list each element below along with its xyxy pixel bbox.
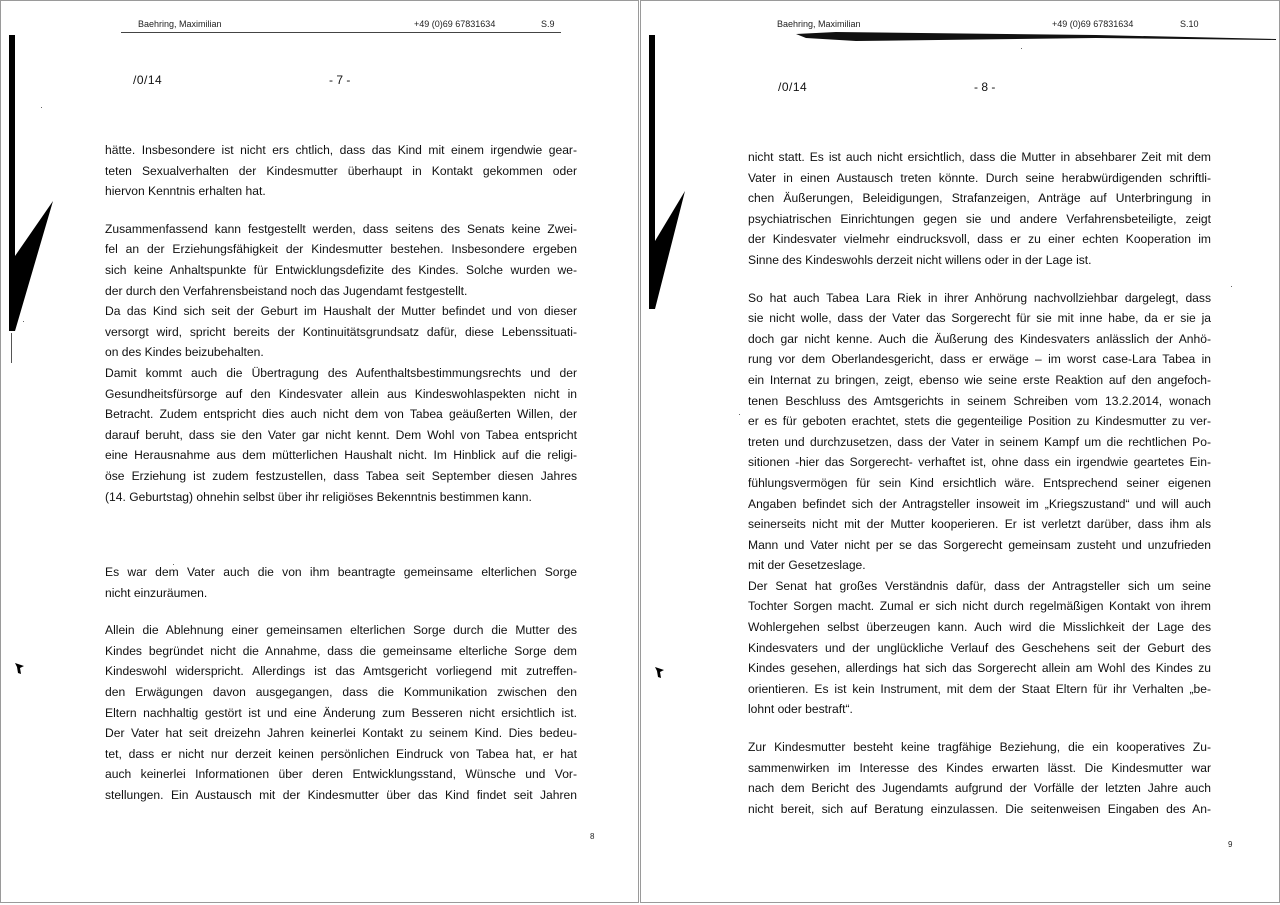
text-line: ein Internat zu bringen, zeigt, ebenso wie seine erste Reaktion auf den angefoch-: [748, 372, 1211, 387]
footer-number: 9: [1228, 840, 1233, 849]
text-line: rung vor dem Oberlandesgericht, dass er erwäge – im worst case-Lara Tabea in: [748, 352, 1211, 367]
page-number: - 8 -: [974, 80, 996, 94]
header-sheet: S.9: [541, 19, 555, 29]
header-sheet: S.10: [1180, 19, 1199, 29]
text-line: sich keine Anhaltspunkte für Entwicklungsdefizite des Kindes. Solche wurden we-: [105, 262, 577, 277]
scan-speck: [23, 321, 24, 322]
text-line: Der Vater hat seit dreizehn Jahren keinerlei Kontakt zu seinem Kind. Dies bedeu-: [105, 726, 577, 741]
page-number: - 7 -: [329, 73, 351, 87]
text-line: So hat auch Tabea Lara Riek in ihrer Anhörung nachvollziehbar dargelegt, dass: [748, 290, 1211, 305]
scan-tick: [11, 333, 12, 363]
footer-number: 8: [590, 832, 595, 841]
scan-speck: [739, 414, 740, 415]
header-smudge: [796, 29, 1276, 43]
text-line: psychiatrischen Einrichtungen gegen sie und andere Verfahrensbeteiligte, zeigt: [748, 211, 1211, 226]
text-line: lohnt oder bestraft“.: [748, 702, 853, 717]
text-line: seinerseits nicht mit der Mutter kooperieren. Er ist verletzt darüber, dass ihm als: [748, 517, 1211, 532]
text-line: doch gar nicht kenne. Auch die Äußerung des Kindesvaters anlässlich der Anhö-: [748, 331, 1211, 346]
scan-edge-triangle: [649, 181, 685, 311]
text-line: treten und durchzusetzen, dass der Vater in seinem Kampf um die rechtlichen Po-: [748, 434, 1211, 449]
text-line: öse Erziehung ist zudem festzustellen, dass Tabea seit September diesen Jahres: [105, 468, 577, 483]
text-line: auch keinerlei Informationen über deren Entwicklungsstand, Wünsche und Vor-: [105, 767, 577, 782]
text-line: Tochter Sorgen macht. Zumal er sich nicht durch regelmäßigen Kontakt von ihrem: [748, 599, 1211, 614]
text-line: Kindeswohl widerspricht. Allerdings ist das Amtsgericht vorliegend mit zutreffen-: [105, 664, 577, 679]
text-line: Kindesvaters und der unglückliche Verlauf des Geschehens seit der Geburt des: [748, 640, 1211, 655]
scan-speck: [1231, 286, 1232, 287]
text-line: Sinne des Kindeswohls derzeit nicht willens oder in der Lage ist.: [748, 252, 1092, 267]
text-line: fühlungsvermögen für sein Kind ersichtlich wäre. Entsprechend seiner eigenen: [748, 475, 1211, 490]
text-line: orientieren. Es ist kein Instrument, mit dem der Staat Eltern für ihr Verhalten „be-: [748, 681, 1211, 696]
punch-mark: [15, 663, 25, 675]
text-line: Angaben befindet sich der Antragsteller insoweit im „Kriegszustand“ und will auch: [748, 496, 1211, 511]
text-line: sitionen -hier das Sorgerecht- verhaftet ist, ohne dass ein irgendwie geartetes Ein-: [748, 455, 1211, 470]
punch-mark: [655, 667, 665, 679]
text-line: tet, dass er nicht nur derzeit keinen persönlichen Eindruck von Tabea hat, er hat: [105, 746, 577, 761]
text-line: Zur Kindesmutter besteht keine tragfähige Beziehung, die ein kooperatives Zu-: [748, 740, 1211, 755]
page-body-text: [748, 147, 1211, 819]
text-line: stellungen. Ein Austausch mit der Kindesmutter über das Kind findet seit Jahren: [105, 788, 577, 803]
text-line: hätte. Insbesondere ist nicht ers chtlich, dass das Kind mit einem irgendwie gear-: [105, 143, 577, 157]
header-phone: +49 (0)69 67831634: [414, 19, 496, 29]
text-line: Wohlergehen selbst überzeugen kann. Auch wird die Misslichkeit der Lage des: [748, 620, 1211, 635]
text-line: Damit kommt auch die Übertragung des Aufenthaltsbestimmungsrechts und der: [105, 365, 577, 380]
header-rule: [121, 32, 561, 33]
case-reference: /0/14: [778, 80, 808, 94]
text-line: Allein die Ablehnung einer gemeinsamen elterlichen Sorge durch die Mutter des: [105, 623, 577, 638]
text-line: (14. Geburtstag) ohnehin selbst über ihr religiöses Bekenntnis bestimmen kann.: [105, 489, 532, 504]
text-line: teten Sexualverhalten der Kindesmutter überhaupt in Kontakt gekommen oder: [105, 163, 577, 178]
header-name: Baehring, Maximilian: [138, 19, 222, 29]
text-line: darauf beruht, dass sie den Vater gar nicht kennt. Dem Wohl von Tabea entspricht: [105, 427, 577, 442]
text-line: den Erwägungen davon ausgegangen, dass die Kommunikation zwischen den: [105, 685, 577, 700]
text-line: versorgt wird, spricht bereits der Kontinuitätsgrundsatz dafür, diese Lebenssituati-: [105, 324, 577, 339]
text-line: Gesundheitsfürsorge auf den Kindesvater allein aus Kindeswohlaspekten nicht in: [105, 386, 577, 401]
text-line: Betracht. Zudem entspricht dies auch nicht dem von Tabea geäußerten Willen, der: [105, 407, 577, 422]
text-line: er es für geboten erachtet, stets die gegenteilige Position zu Kindesmutter zu ver-: [748, 414, 1211, 429]
text-line: tenen Beschluss des Amtsgerichts in seinem Schreiben vom 13.2.2014, wonach: [748, 393, 1211, 408]
header-name: Baehring, Maximilian: [777, 19, 861, 29]
text-line: Es war dem Vater auch die von ihm beantragte gemeinsame elterlichen Sorge: [105, 565, 577, 580]
page-body-text: [105, 140, 577, 806]
text-line: Kindes begründet nicht die Annahme, dass die gemeinsame elterliche Sorge dem: [105, 643, 577, 658]
scan-speck: [1021, 48, 1022, 49]
text-line: hiervon Kenntnis erhalten hat.: [105, 184, 266, 199]
header-phone: +49 (0)69 67831634: [1052, 19, 1134, 29]
text-line: mit der Gesetzeslage.: [748, 558, 866, 573]
text-line: Zusammenfassend kann festgestellt werden, dass seitens des Senats keine Zwei-: [105, 221, 577, 236]
text-line: Vater in einen Austausch treten könnte. Durch seine herabwürdigenden schriftli-: [748, 170, 1211, 185]
text-line: fel an der Erziehungsfähigkeit der Kindesmutter bestehen. Insbesondere ergeben: [105, 242, 577, 257]
text-line: Mann und Vater nicht per se das Sorgerecht gemeinsam zusteht und unzufrieden: [748, 537, 1211, 552]
text-line: nicht einzuräumen.: [105, 585, 208, 600]
text-line: on des Kindes beizubehalten.: [105, 345, 264, 360]
text-line: Kindes gesehen, allerdings hat sich das Sorgerecht allein am Wohl des Kindes zu: [748, 661, 1211, 676]
scan-edge-triangle: [9, 201, 53, 331]
text-line: nach dem Bericht des Jugendamts aufgrund der Vorfälle der letzten Jahre auch: [748, 781, 1211, 796]
scan-speck: [41, 107, 42, 108]
text-line: Da das Kind sich seit der Geburt im Haushalt der Mutter befindet und von dieser: [105, 304, 577, 319]
text-line: nicht statt. Es ist auch nicht ersichtlich, dass die Mutter in absehbarer Zeit mit dem: [748, 150, 1211, 164]
text-line: sammenwirken im Interesse des Kindes erwarten lässt. Die Kindesmutter war: [748, 760, 1211, 775]
text-line: chen Äußerungen, Beleidigungen, Strafanzeigen, Anträge auf Unterbringung in: [748, 191, 1211, 206]
left-page: [0, 0, 639, 903]
text-line: Eltern nachhaltig gestört ist und eine Änderung zum Besseren nicht ersichtlich ist.: [105, 705, 577, 720]
text-line: eine Herausnahme aus dem mütterlichen Haushalt nicht. Im Hinblick auf die religi-: [105, 448, 577, 463]
text-line: der Kindesvater vielmehr eindrucksvoll, dass er zu einer echten Kooperation im: [748, 232, 1211, 247]
text-line: der durch den Verfahrensbeistand noch das Jugendamt festgestellt.: [105, 283, 468, 298]
case-reference: /0/14: [133, 73, 163, 87]
right-page: [640, 0, 1280, 903]
text-line: nicht bereit, sich auf Beratung einzulassen. Die seitenweisen Eingaben des An-: [748, 801, 1211, 816]
text-line: Der Senat hat großes Verständnis dafür, dass der Antragsteller sich um seine: [748, 578, 1211, 593]
text-line: sie nicht wolle, dass der Vater das Sorgerecht für sie mit inne habe, da er sie ja: [748, 311, 1211, 326]
